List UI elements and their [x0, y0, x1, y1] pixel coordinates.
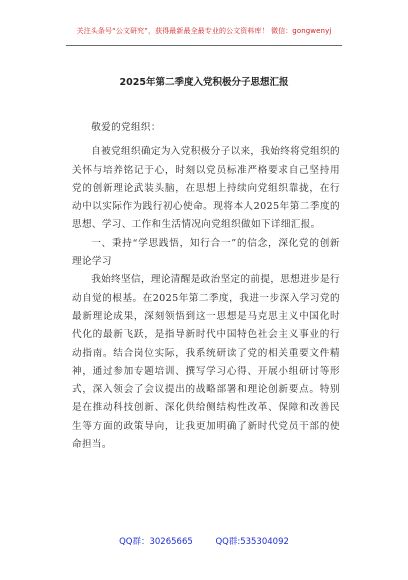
document-title: 2025年第二季度入党积极分子思想汇报 — [119, 77, 289, 88]
banner-divider — [66, 45, 342, 46]
qq-group-1: QQ群：30265665 — [119, 537, 193, 547]
footer-contacts — [0, 535, 408, 547]
section-heading-1: 一、秉持“学思践悟，知行合一”的信念，深化党的创新理论学习 — [72, 237, 340, 268]
paragraph-intro: 自被党组织确定为入党积极分子以来，我始终将党组织的关怀与培养铭记于心，时刻以党员标准严格要求自己坚持用党的创新理论武装头脑，在思想上持续向党组织靠拢，在行动中以实际作为践行初心使命。现将本人2025年第二季度的思想、学习、工作和生活情况向党组织做如下详细汇报。 — [72, 146, 340, 231]
qq-group-2: QQ群:535304092 — [215, 537, 289, 547]
top-banner: 关注头条号“公文研究”，获得最新最全最专业的公文资料库！ 微信：gongwenyj — [76, 27, 332, 35]
document-body — [72, 119, 340, 454]
paragraph-section-1: 我始终坚信，理论清醒是政治坚定的前提，思想进步是行动自觉的根基。在2025年第二季度，我进一步深入学习党的最新理论成果，深刻领悟到这一思想是马克思主义中国化时代化的最新飞跃，是指导新时代中国特色社会主义事业的行动指南。结合岗位实际，我系统研读了党的相关重要文件精神，通过参加专题培训、撰写学习心得、开展小组研讨等形式，深入领会了会议提出的战略部署和理论创新要点。特别是在推动科技创新、深化供给侧结构性改革、保障和改善民生等方面的政策导向，让我更加明确了新时代党员干部的使命担当。 — [72, 274, 340, 451]
salutation: 敬爱的党组织： — [91, 122, 161, 133]
